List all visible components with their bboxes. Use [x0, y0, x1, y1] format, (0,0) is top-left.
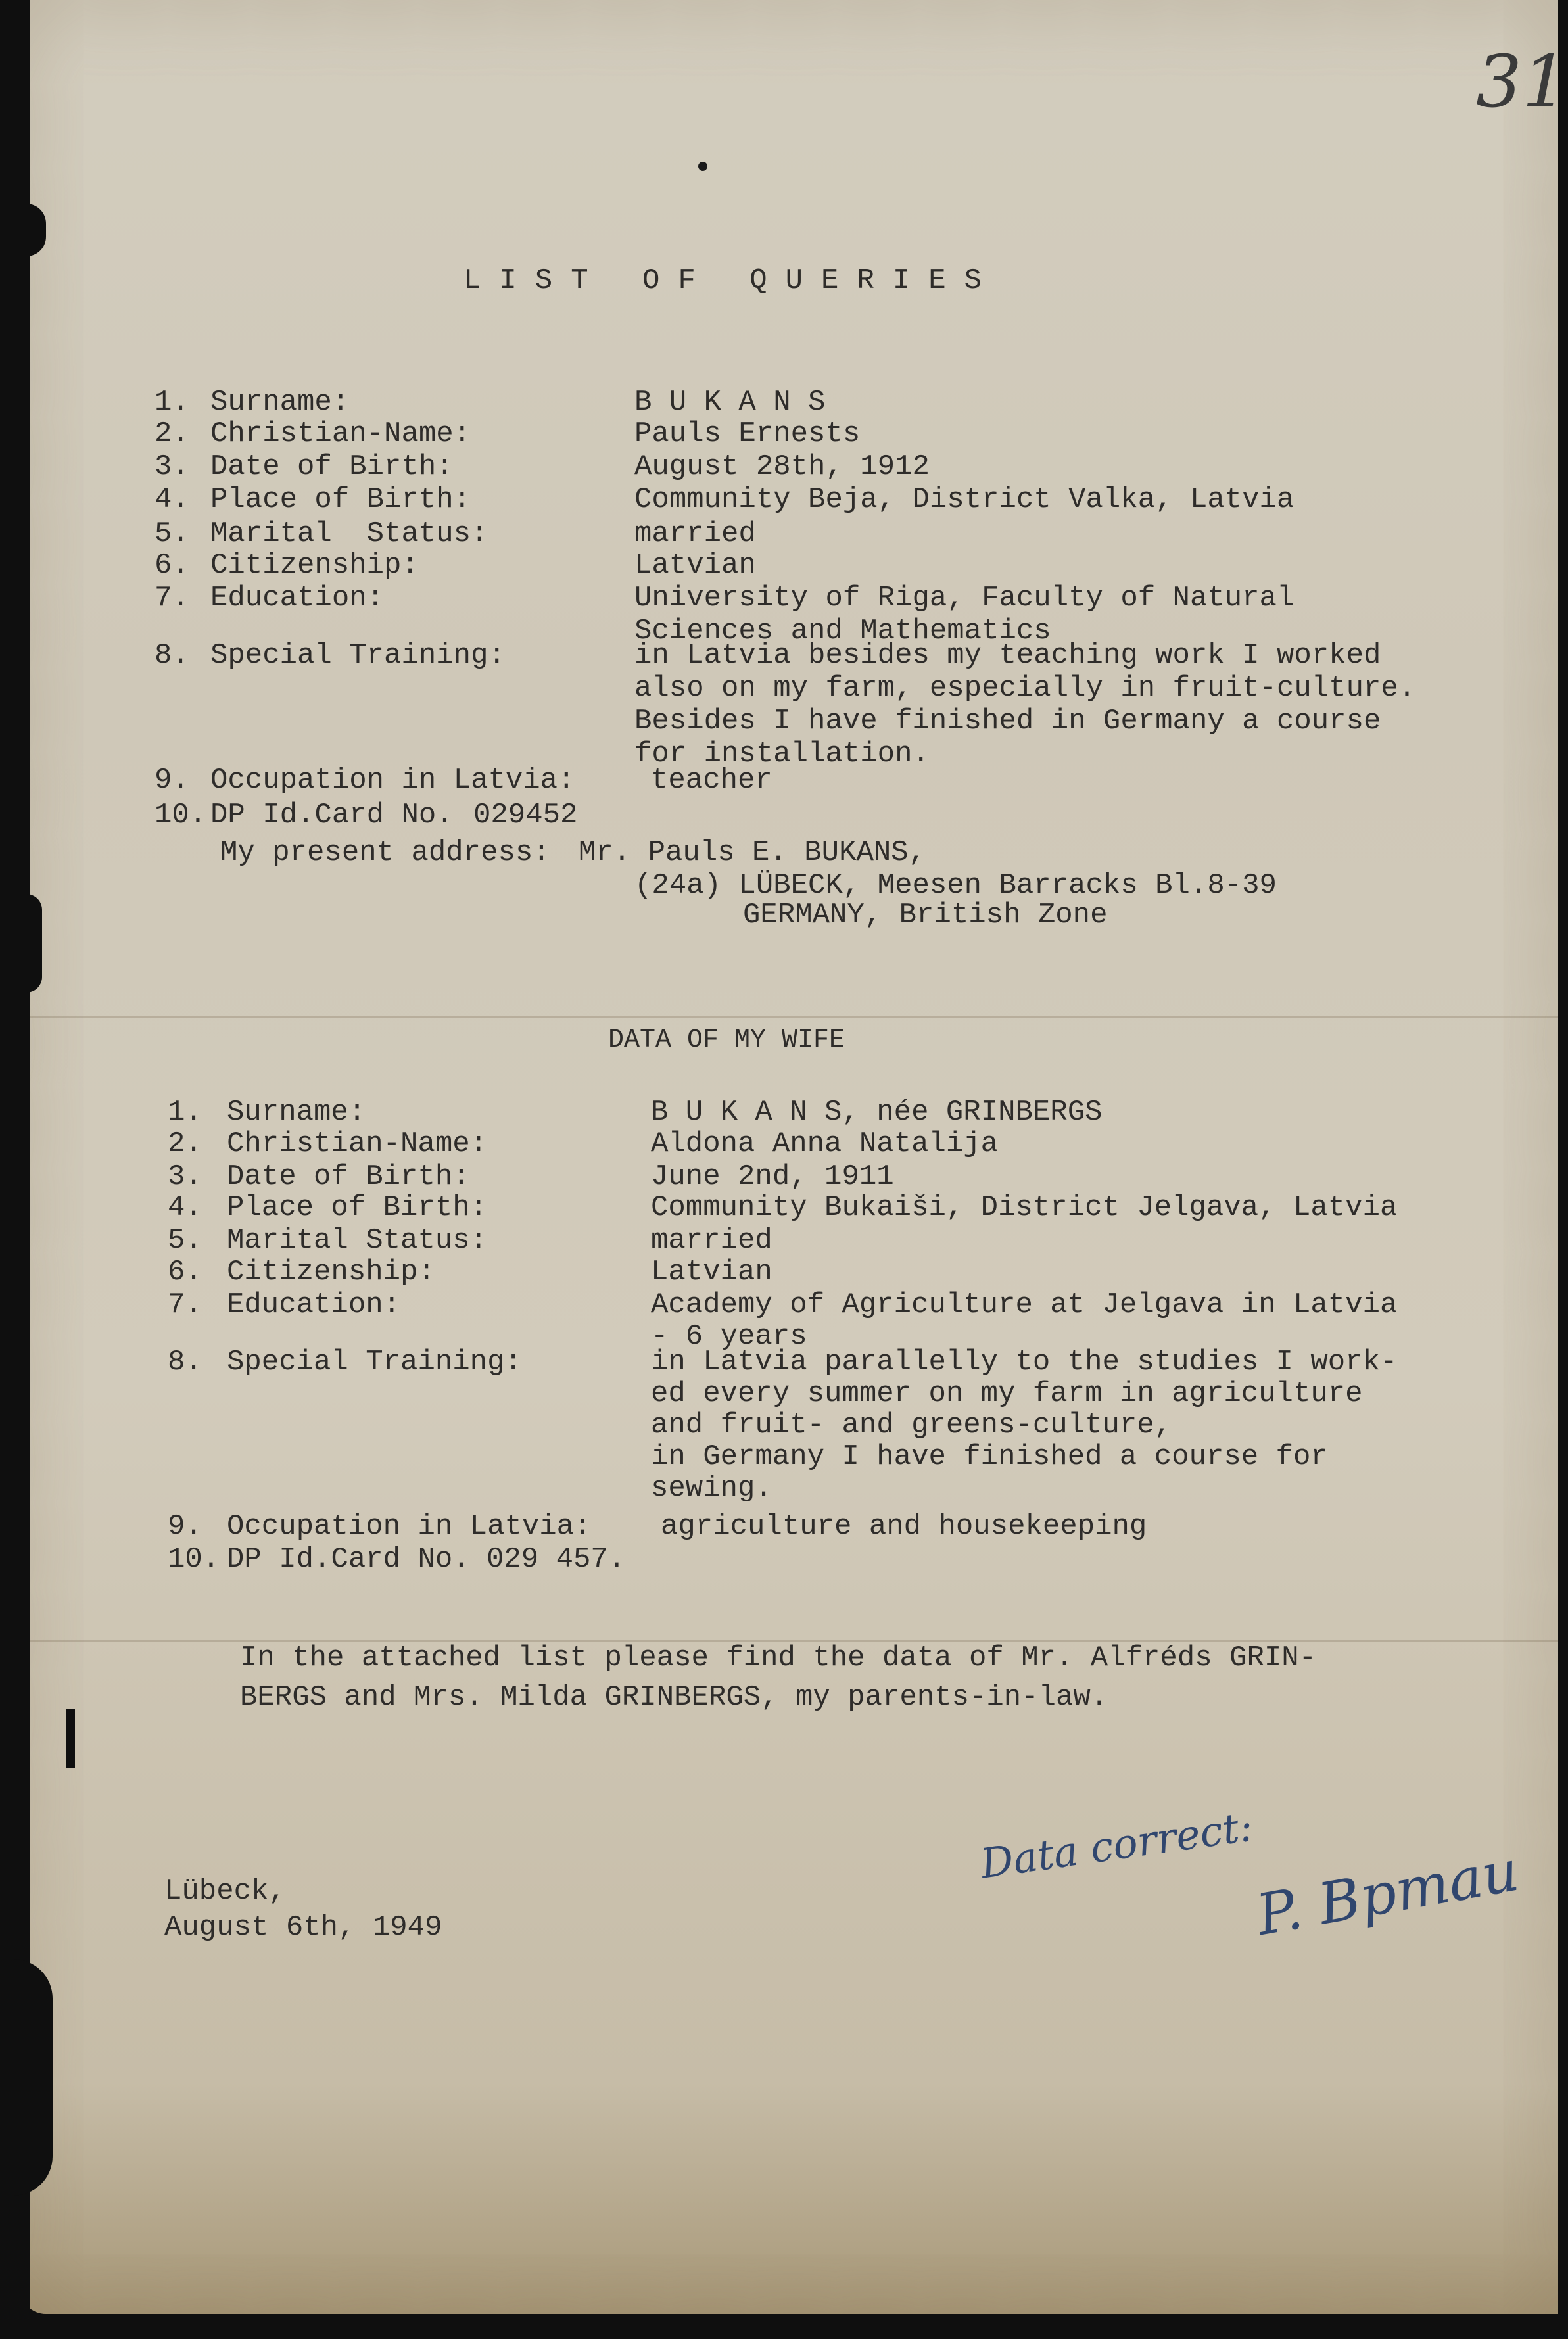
bottom-edge: [0, 2314, 1558, 2339]
applicant-row-label: Christian-Name:: [210, 417, 471, 450]
applicant-row-value: 029452: [473, 799, 578, 832]
applicant-row-value: married: [634, 517, 756, 550]
applicant-row-value: teacher: [651, 764, 772, 797]
wife-row-label: Education:: [227, 1288, 401, 1321]
wife-row-label: Christian-Name:: [227, 1127, 488, 1160]
wife-row-value: June 2nd, 1911: [651, 1160, 894, 1193]
address-line: Mr. Pauls E. BUKANS,: [579, 836, 926, 869]
applicant-row-number: 7.: [154, 582, 189, 615]
fold-line: [20, 1016, 1558, 1018]
address-line: GERMANY, British Zone: [743, 899, 1108, 932]
applicant-row-value: Besides I have finished in Germany a course: [634, 705, 1381, 738]
wife-row-number: 5.: [168, 1224, 202, 1257]
wife-row-label: Place of Birth:: [227, 1191, 488, 1224]
date: August 6th, 1949: [164, 1911, 442, 1944]
applicant-row-value: Community Beja, District Valka, Latvia: [634, 483, 1295, 516]
applicant-row-value: B U K A N S: [634, 386, 826, 419]
wife-row-value: Latvian: [651, 1256, 772, 1288]
applicant-row-number: 3.: [154, 450, 189, 483]
applicant-row-number: 6.: [154, 549, 189, 582]
applicant-row-value: also on my farm, especially in fruit-culture.: [634, 672, 1416, 705]
wife-row-label: Occupation in Latvia:: [227, 1510, 592, 1543]
applicant-row-label: Special Training:: [210, 639, 506, 672]
tear-mark: [13, 204, 46, 256]
applicant-row-number: 4.: [154, 483, 189, 516]
applicant-row-number: 10.: [154, 799, 207, 832]
signature: P. Bpmau: [1252, 1837, 1524, 1949]
wife-row-value: Academy of Agriculture at Jelgava in Latvia: [651, 1288, 1398, 1321]
wife-row-value: Community Bukaiši, District Jelgava, Latvia: [651, 1191, 1398, 1224]
note-line-1: In the attached list please find the data of Mr. Alfréds GRIN-: [240, 1642, 1317, 1674]
applicant-row-label: Education:: [210, 582, 385, 615]
address-line: (24a) LÜBECK, Meesen Barracks Bl.8-39: [634, 869, 1277, 902]
applicant-row-label: Citizenship:: [210, 549, 419, 582]
applicant-row-value: University of Riga, Faculty of Natural: [634, 582, 1295, 615]
wife-row-number: 4.: [168, 1191, 202, 1224]
wife-row-label: Special Training:: [227, 1346, 522, 1379]
applicant-row-label: Place of Birth:: [210, 483, 471, 516]
punch-mark: [66, 1709, 75, 1768]
wife-row-number: 3.: [168, 1160, 202, 1193]
applicant-row-value: Pauls Ernests: [634, 417, 861, 450]
document-title: LIST OF QUERIES: [463, 264, 1001, 297]
applicant-row-label: Date of Birth:: [210, 450, 454, 483]
punch-hole: [698, 162, 707, 171]
wife-row-value: B U K A N S, née GRINBERGS: [651, 1096, 1103, 1129]
place: Lübeck,: [164, 1875, 286, 1908]
applicant-row-number: 8.: [154, 639, 189, 672]
applicant-row-label: Occupation in Latvia:: [210, 764, 575, 797]
applicant-row-value: Sciences and Mathematics: [634, 615, 1051, 648]
address-label: My present address:: [220, 836, 550, 869]
tear-mark: [13, 894, 42, 993]
wife-row-number: 8.: [168, 1346, 202, 1379]
applicant-row-number: 1.: [154, 386, 189, 419]
applicant-row-number: 5.: [154, 517, 189, 550]
applicant-row-value: August 28th, 1912: [634, 450, 930, 483]
wife-row-value: in Germany I have finished a course for: [651, 1440, 1328, 1473]
wife-row-value: 029 457.: [487, 1543, 626, 1576]
page-number: 31: [1476, 39, 1568, 124]
applicant-row-value: Latvian: [634, 549, 756, 582]
wife-row-value: and fruit- and greens-culture,: [651, 1409, 1172, 1442]
wife-row-label: Date of Birth:: [227, 1160, 470, 1193]
tear-mark: [13, 1959, 53, 2196]
applicant-row-label: DP Id.Card No.: [210, 799, 454, 832]
applicant-row-label: Surname:: [210, 386, 350, 419]
applicant-row-value: for installation.: [634, 738, 930, 770]
wife-row-number: 2.: [168, 1127, 202, 1160]
wife-row-label: DP Id.Card No.: [227, 1543, 470, 1576]
wife-row-label: Marital Status:: [227, 1224, 488, 1257]
applicant-row-number: 9.: [154, 764, 189, 797]
wife-row-number: 10.: [168, 1543, 220, 1576]
wife-row-label: Surname:: [227, 1096, 366, 1129]
wife-row-value: ed every summer on my farm in agriculture: [651, 1377, 1363, 1410]
wife-row-number: 7.: [168, 1288, 202, 1321]
wife-row-value: - 6 years: [651, 1320, 807, 1353]
wife-row-number: 9.: [168, 1510, 202, 1543]
applicant-row-value: in Latvia besides my teaching work I worked: [634, 639, 1381, 672]
wife-row-number: 6.: [168, 1256, 202, 1288]
wife-section-title: DATA OF MY WIFE: [608, 1026, 845, 1055]
wife-row-number: 1.: [168, 1096, 202, 1129]
wife-row-value: Aldona Anna Natalija: [651, 1127, 999, 1160]
applicant-row-label: Marital Status:: [210, 517, 488, 550]
wife-row-label: Citizenship:: [227, 1256, 435, 1288]
handwritten-note: Data correct:: [977, 1802, 1256, 1888]
note-line-2: BERGS and Mrs. Milda GRINBERGS, my parents-in-law.: [240, 1681, 1108, 1714]
wife-row-value: sewing.: [651, 1472, 772, 1505]
wife-row-value: married: [651, 1224, 772, 1257]
applicant-row-number: 2.: [154, 417, 189, 450]
wife-row-value: in Latvia parallelly to the studies I work-: [651, 1346, 1398, 1379]
wife-row-value: agriculture and housekeeping: [661, 1510, 1147, 1543]
